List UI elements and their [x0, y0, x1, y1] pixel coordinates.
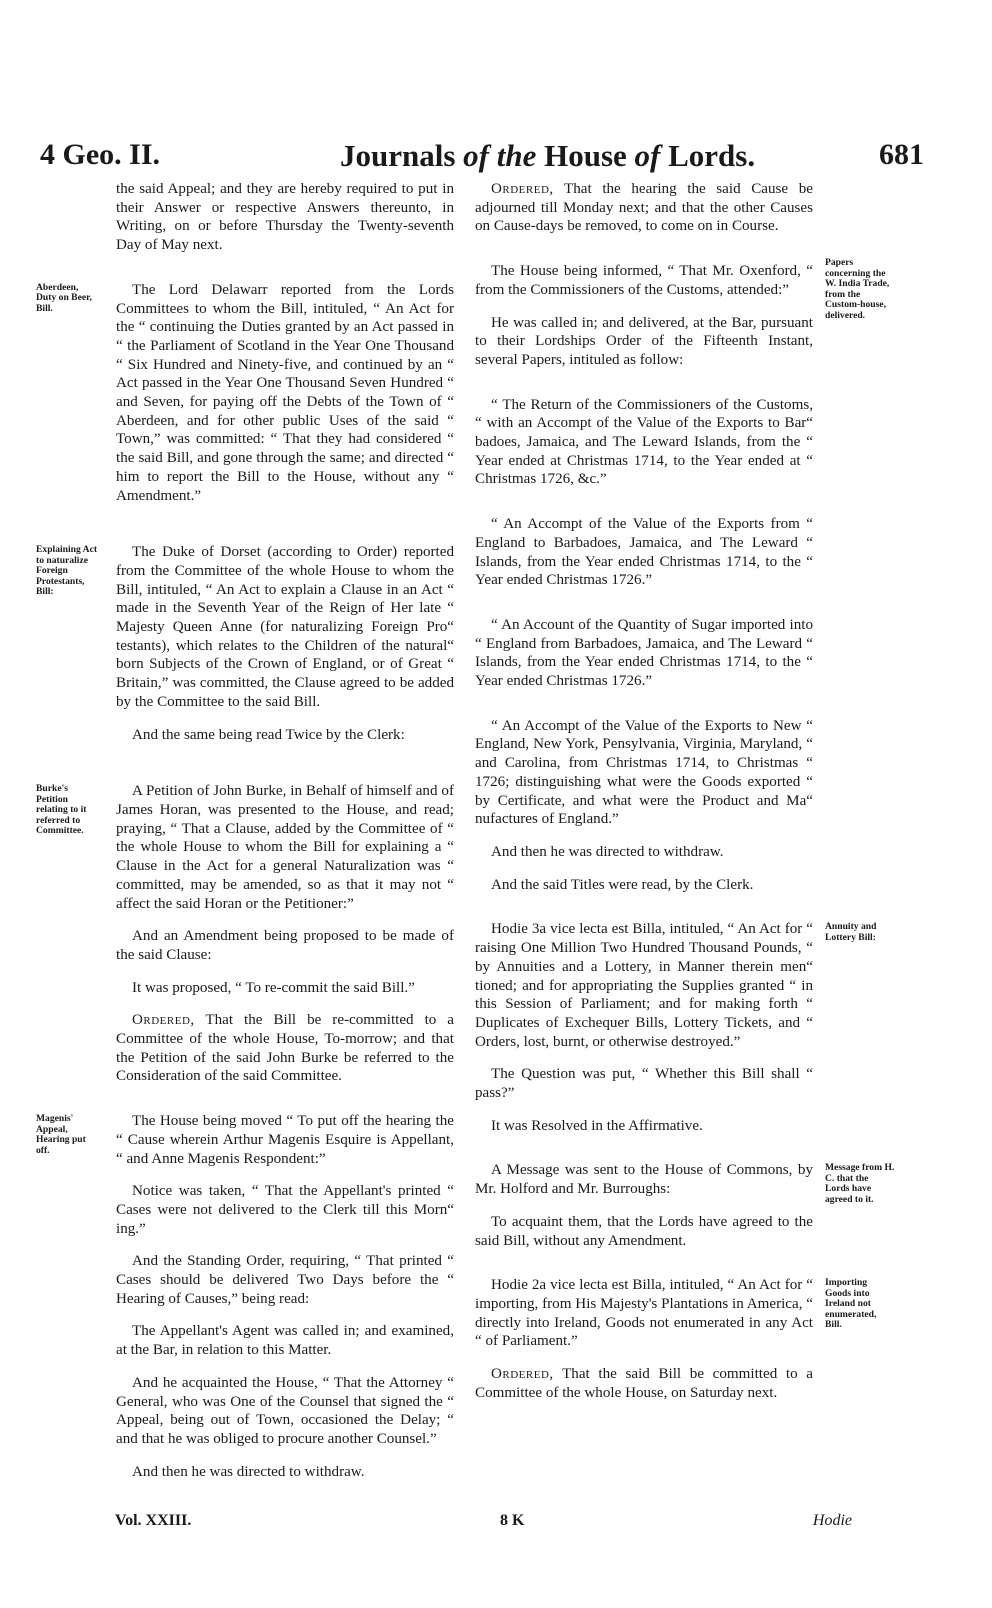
paragraph-text: That the said Bill be committed to a Committee of the whole House, on Saturday next.	[475, 1366, 813, 1401]
header-title-ofthe: of the	[463, 138, 537, 173]
header-title-of: of	[634, 138, 661, 173]
margin-note: Magenis' Appeal, Hearing put off.	[36, 1113, 86, 1156]
paragraph: the said Appeal; and they are hereby required to put in their Answer or respective Answers thereunto, in Writing, on or before Thursday the Twenty-seventh Day of May next.	[116, 181, 454, 254]
paragraph: The Duke of Dorset (according to Order) reported from the Committee of the whole House to whom the Bill, intituled, “ An Act to explain a Clause in an Act “ made in the Seventh Year of the Reign of Her late “ Majesty Queen Anne (for naturalizing Foreign Pro“ testants), which relates to the Children of the natural“ born Subjects of the Crown of England, or of Great “ Britain,” was committed, the Clause agreed to be added by the Committee to the said Bill.	[116, 544, 454, 710]
paper-title: “ An Accompt of the Value of the Exports from “ England to Barbadoes, Jamaica, and The Leward “ Islands, from the Year ended Christmas 1714, to the “ Year ended Christmas 1726.”	[475, 516, 813, 589]
paragraph: A Message was sent to the House of Commons, by Mr. Holford and Mr. Burroughs:	[475, 1162, 813, 1198]
entry-importing-bill	[475, 1276, 877, 1351]
paragraph: And then he was directed to withdraw.	[132, 1463, 365, 1480]
paragraph-text: That the hearing the said Cause be adjourned till Monday next; and that the other Causes on Cause-days be removed, to come on in Course.	[475, 181, 813, 235]
paragraph: And he acquainted the House, “ That the Attorney “ General, who was One of the Counsel that signed the “ Appeal, being out of Town, occasioned the Delay; “ and that he was obliged to procure another Counsel.”	[116, 1374, 454, 1447]
paragraph: A Petition of John Burke, in Behalf of himself and of James Horan, was presented to the House, and read; praying, “ That a Clause, added by the Committee of “ the whole House to whom the Bill for explaining a “ Clause in the Act for a general Naturalization was “ committed, may be amended, so as that it may not “ affect the said Horan or the Petitioner:”	[116, 783, 454, 912]
paragraph: The House being moved “ To put off the hearing the “ Cause wherein Arthur Magenis Esquire is Appellant, “ and Anne Magenis Respondent:”	[116, 1113, 454, 1167]
header-title	[340, 138, 755, 174]
page-footer	[40, 1512, 952, 1542]
paragraph: And the same being read Twice by the Clerk:	[132, 726, 405, 743]
page-header	[40, 138, 952, 178]
paragraph	[116, 1011, 454, 1086]
paragraph: And an Amendment being proposed to be made of the said Clause:	[116, 928, 454, 963]
header-title-journals: Journals	[340, 138, 456, 173]
paper-title: “ An Account of the Quantity of Sugar imported into “ England from Barbadoes, Jamaica, and The Leward “ Islands, from the Year ended Christmas 1714, to the “ Year ended Christmas 1726.”	[475, 616, 813, 690]
header-title-lords: Lords.	[668, 138, 756, 173]
paragraph: Hodie 3a vice lecta est Billa, intituled, “ An Act for “ raising One Million Two Hundred Thousand Pounds, “ by Annuities and a Lottery, in Manner therein men“ tioned; and for appropriating the Supplies granted “ in this Session of Parliament; and for making forth “ Duplicates of Exchequer Bills, Lottery Tickets, and “ Orders, lost, burnt, or otherwise destroyed.”	[475, 921, 813, 1050]
paragraph	[475, 1365, 813, 1402]
entry-message-commons	[475, 1161, 895, 1205]
catchword: Hodie	[812, 1512, 852, 1529]
header-regnal-year: 4 Geo. II.	[40, 138, 160, 171]
margin-note: Burke's Petition relating to it referred to Committee.	[36, 783, 87, 837]
entry-papers-customs	[475, 257, 890, 321]
paragraph: Hodie 2a vice lecta est Billa, intituled, “ An Act for “ importing, from His Majesty's Plantations in America, “ directly into Ireland, Goods not enumerated in any Act “ of Parliament.”	[475, 1277, 813, 1350]
paragraph: It was proposed, “ To re-commit the said Bill.”	[132, 979, 415, 996]
entry-explaining-act	[36, 543, 454, 711]
margin-note: Annuity and Lottery Bill:	[825, 921, 877, 943]
margin-note: Explaining Act to naturalize Foreign Protestants, Bill:	[36, 544, 98, 598]
paragraph-text: That the Bill be re-committed to a Committee of the whole House, To-morrow; and that the Petition of the said John Burke be referred to the Consideration of the said Committee.	[116, 1012, 454, 1085]
ordered-lead: Ordered,	[491, 181, 554, 197]
signature-mark: 8 K	[500, 1512, 525, 1529]
entry-burke-petition	[36, 782, 454, 913]
paper-title: “ An Accompt of the Value of the Exports to New “ England, New York, Pensylvania, Virginia, Maryland, “ and Carolina, from Christmas 1714, to Christmas “ 1726; distinguishing what were the Goods exported “ by Certificate, and what were the Product and Ma“ nufactures of England.”	[475, 717, 813, 828]
paragraph: He was called in; and delivered, at the Bar, pursuant to their Lordships Order of the Fifteenth Instant, several Papers, intituled as follow:	[475, 314, 813, 368]
paragraph: The Question was put, “ Whether this Bill shall “ pass?”	[475, 1066, 813, 1102]
paragraph: The Lord Delawarr reported from the Lords Committees to whom the Bill, intituled, “ An Act for the “ continuing the Duties granted by an Act passed in “ the Parliament of Scotland in the Year One Thousand “ Six Hundred and Ninety-five, and continued by an “ Act passed in the Year One Thousand Seven Hundred “ and Seven, for paying off the Debts of the Town of “ Aberdeen, and for other public Uses of the said “ Town,” was committed: “ That they had considered “ the said Bill, and gone through the same; and directed “ him to report the Bill to the House, without any “ Amendment.”	[116, 281, 454, 504]
header-title-house: House	[544, 138, 627, 173]
margin-note: Papers concerning the W. India Trade, from the Custom-house, delivered.	[825, 257, 890, 321]
right-column	[475, 180, 895, 1416]
paragraph: The House being informed, “ That Mr. Oxenford, “ from the Commissioners of the Customs, attended:”	[475, 263, 813, 298]
paragraph: And then he was directed to withdraw.	[491, 843, 724, 860]
ordered-lead: Ordered,	[491, 1366, 554, 1383]
paragraph: It was Resolved in the Affirmative.	[491, 1117, 703, 1134]
left-column	[36, 180, 454, 1495]
paragraph: The Appellant's Agent was called in; and examined, at the Bar, in relation to this Matter.	[116, 1323, 454, 1359]
paper-title: “ The Return of the Commissioners of the Customs, “ with an Accompt of the Value of the Exports to Bar“ badoes, Jamaica, and The Leward Islands, from the “ Year ended at Christmas 1714, to the Year ended at “ Christmas 1726, &c.”	[475, 396, 813, 488]
volume-number: Vol. XXIII.	[115, 1512, 192, 1529]
paragraph: And the Standing Order, requiring, “ That printed “ Cases should be delivered Two Days before the “ Hearing of Causes,” being read:	[116, 1253, 454, 1307]
paragraph: Notice was taken, “ That the Appellant's printed “ Cases were not delivered to the Clerk till this Morn“ ing.”	[116, 1183, 454, 1237]
entry-aberdeen	[36, 281, 454, 505]
entry-magenis-appeal	[36, 1112, 454, 1168]
margin-note: Importing Goods into Ireland not enumerated, Bill.	[825, 1277, 877, 1331]
page-number: 681	[879, 138, 924, 171]
paragraph	[475, 180, 813, 236]
margin-note: Aberdeen, Duty on Beer, Bill.	[36, 281, 92, 314]
entry-annuity-bill	[475, 920, 877, 1051]
margin-note: Message from H. C. that the Lords have agreed to it.	[825, 1162, 895, 1205]
paragraph: To acquaint them, that the Lords have agreed to the said Bill, without any Amendment.	[475, 1213, 813, 1249]
ordered-lead: Ordered,	[132, 1012, 195, 1029]
paragraph: And the said Titles were read, by the Clerk.	[491, 876, 754, 893]
